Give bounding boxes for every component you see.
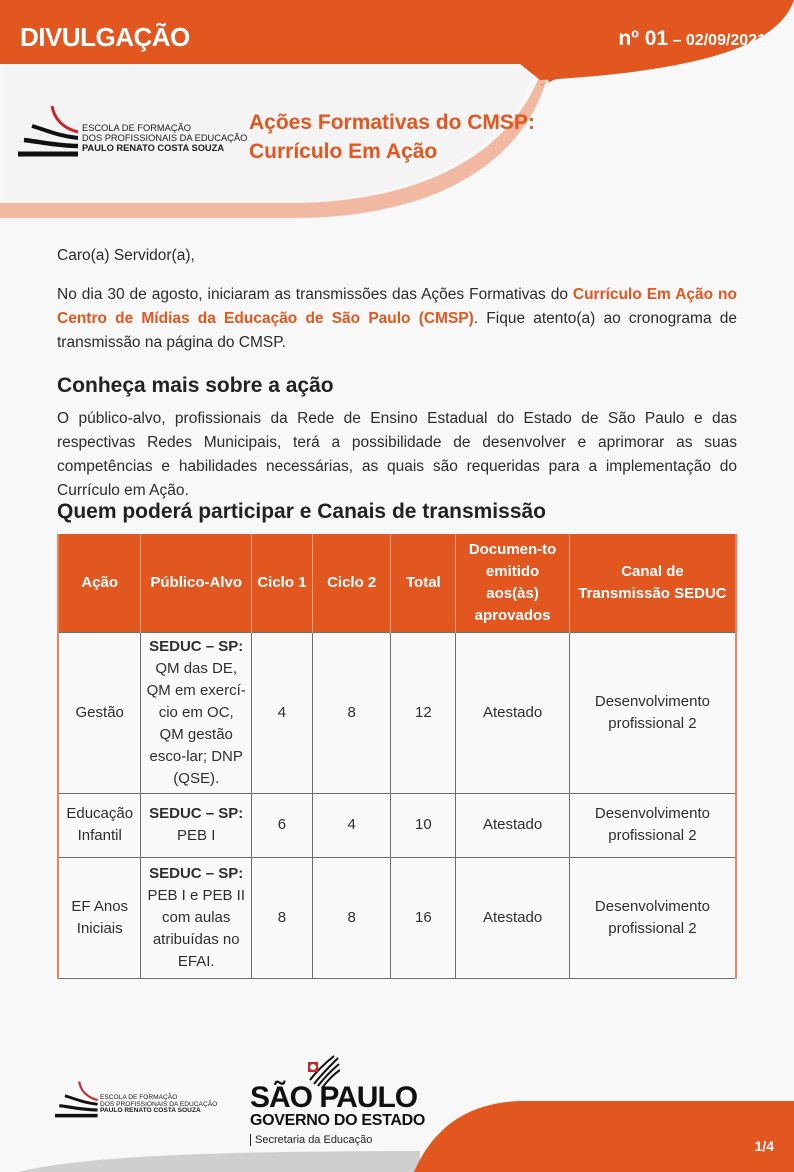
efape-line1: ESCOLA DE FORMAÇÃO	[82, 123, 192, 134]
header-label: DIVULGAÇÃO	[20, 22, 190, 52]
cell-publico	[141, 632, 252, 793]
cell-acao: Educação Infantil	[58, 793, 141, 857]
cell-publico-desc: QM das DE, QM em exercí-cio em OC, QM gestão esco-lar; DNP (QSE).	[146, 659, 246, 787]
cell-documento: Atestado	[456, 857, 570, 978]
col-header-ciclo1: Ciclo 1	[252, 534, 313, 632]
cell-publico-desc: PEB I	[177, 827, 216, 844]
cell-acao: EF Anos Iniciais	[58, 857, 141, 978]
col-header-total: Total	[391, 534, 456, 632]
col-header-canal: Canal de Transmissão SEDUC	[569, 534, 736, 632]
efape-footer-line1: ESCOLA DE FORMAÇÃO	[100, 1093, 178, 1101]
cell-publico-org: SEDUC – SP:	[149, 864, 244, 882]
cell-publico-org: SEDUC – SP:	[149, 637, 244, 655]
table-row	[58, 793, 736, 857]
cell-ciclo1: 6	[252, 793, 313, 857]
efape-logo	[18, 104, 247, 160]
section-about-text: O público-alvo, profissionais da Rede de Ensino Estadual do Estado de São Paulo e das respectivas Redes Municipais, terá a possibilidade de desenvolver e aprimorar as suas competências e habilidades necessárias, as quais são requeridas para a implementação do Currículo em Ação.	[57, 410, 737, 499]
issue-number: nº 01	[618, 27, 669, 50]
cell-ciclo2: 4	[312, 793, 391, 857]
col-header-publico: Público-Alvo	[141, 534, 252, 632]
sao-paulo-government-logo	[250, 1062, 425, 1146]
intro-text-after: . Fique atento(a) ao cronograma de transmissão na página do CMSP.	[57, 310, 737, 351]
document-title-line2: Currículo Em Ação	[249, 140, 438, 163]
cell-publico-desc: PEB I e PEB II com aulas atribuídas no EFAI.	[147, 886, 245, 970]
cell-publico-org: SEDUC – SP:	[149, 805, 244, 822]
intro-paragraph	[57, 283, 737, 355]
issue-separator: –	[668, 32, 686, 49]
cell-canal: Desenvolvimento profissional 2	[569, 793, 736, 857]
cell-ciclo1: 8	[252, 857, 313, 978]
intro-text-before: No dia 30 de agosto, iniciaram as transmissões das Ações Formativas do	[57, 286, 573, 303]
table-row	[58, 857, 736, 978]
sp-logo-government: GOVERNO DO ESTADO	[250, 1112, 426, 1129]
efape-footer-line2: DOS PROFISSIONAIS DA EDUCAÇÃO	[100, 1100, 218, 1108]
cell-total: 16	[391, 857, 456, 978]
cell-ciclo2: 8	[312, 857, 391, 978]
participants-table	[57, 534, 737, 979]
table-header-row	[58, 534, 736, 632]
section-heading-participants: Quem poderá participar e Canais de transmissão	[57, 500, 547, 523]
table-row	[58, 632, 736, 793]
sp-logo-title: SÃO PAULO	[250, 1081, 418, 1114]
intro-highlight: Currículo Em Ação no Centro de Mídias da Educação de São Paulo (CMSP)	[57, 286, 737, 327]
cell-publico	[141, 793, 252, 857]
efape-arcs-icon	[18, 104, 80, 160]
cell-documento: Atestado	[456, 793, 570, 857]
section-heading-about: Conheça mais sobre a ação	[57, 374, 334, 397]
efape-arcs-icon	[55, 1080, 99, 1120]
document-title-line1: Ações Formativas do CMSP:	[249, 111, 535, 134]
cell-acao: Gestão	[58, 632, 141, 793]
cell-canal: Desenvolvimento profissional 2	[569, 632, 736, 793]
document-title	[249, 108, 535, 166]
issue-date: 02/09/2021	[685, 32, 766, 49]
cell-publico	[141, 857, 252, 978]
col-header-documento: Documen-to emitido aos(às) aprovados	[456, 534, 570, 632]
cell-ciclo1: 4	[252, 632, 313, 793]
greeting: Caro(a) Servidor(a),	[57, 247, 195, 264]
efape-line2: DOS PROFISSIONAIS DA EDUCAÇÃO	[82, 133, 248, 144]
cell-canal: Desenvolvimento profissional 2	[569, 857, 736, 978]
cell-total: 10	[391, 793, 456, 857]
efape-logo-footer	[55, 1080, 217, 1120]
efape-footer-line3: PAULO RENATO COSTA SOUZA	[100, 1107, 201, 1115]
issue-info	[618, 27, 766, 51]
sp-flag-icon	[306, 1054, 340, 1088]
page-number: 1/4	[754, 1138, 774, 1154]
col-header-ciclo2: Ciclo 2	[312, 534, 391, 632]
sp-logo-secretaria: Secretaria da Educação	[250, 1134, 425, 1146]
cell-total: 12	[391, 632, 456, 793]
efape-line3: PAULO RENATO COSTA SOUZA	[82, 142, 225, 153]
cell-ciclo2: 8	[312, 632, 391, 793]
col-header-acao: Ação	[58, 534, 141, 632]
cell-documento: Atestado	[456, 632, 570, 793]
